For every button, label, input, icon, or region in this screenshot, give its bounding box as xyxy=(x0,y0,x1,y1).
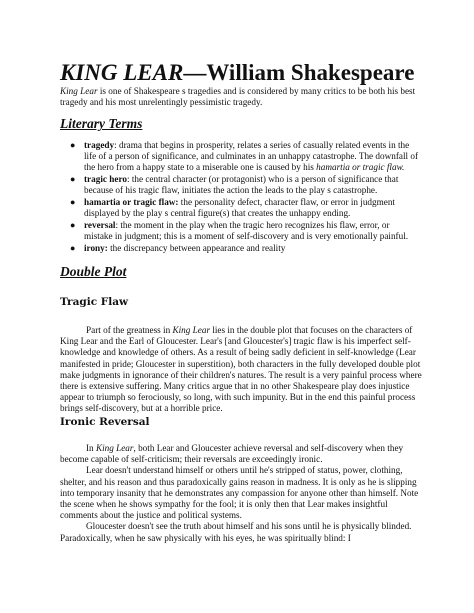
intro-work: King Lear xyxy=(60,86,98,96)
bullet-icon: ● xyxy=(70,197,76,207)
term-separator: : xyxy=(126,174,132,184)
term-separator: : xyxy=(114,140,119,150)
term-definition: the central character (or protagonist) who is a person of significance that because of his tragic flaw, initiates the action the leads to the play s catastrophe. xyxy=(84,174,399,195)
term-definition: the discrepancy between appearance and reality xyxy=(110,243,286,253)
list-item xyxy=(70,197,420,219)
list-item xyxy=(70,140,420,173)
literary-terms-heading: Literary Terms xyxy=(60,116,143,131)
term-separator: : xyxy=(115,220,121,230)
tragic-flaw-paragraph xyxy=(60,325,422,415)
text-run: Part of the greatness in xyxy=(86,325,173,335)
work-title: King Lear xyxy=(172,325,211,335)
intro-text: is one of Shakespeare s tragedies and is considered by many critics to be both his best tragedy and his most unrelentingly pessimistic tragedy. xyxy=(60,86,416,107)
tragic-flaw-heading: Tragic Flaw xyxy=(60,296,129,308)
term-label: hamartia or tragic flaw: xyxy=(84,197,179,207)
work-title: King Lear xyxy=(95,443,134,453)
double-plot-heading: Double Plot xyxy=(60,264,127,279)
title-work: KING LEAR xyxy=(60,60,184,85)
term-label: irony: xyxy=(84,243,108,253)
term-label: reversal xyxy=(84,220,116,230)
term-definition: drama that begins in prosperity, relates a series of casually related events in the life of a person of significance, and culminates in an unhappy catastrophe. The downfall of the hero from a happy state to a miserable one is caused by his xyxy=(84,140,419,172)
paragraph-gloucester: Gloucester doesn't see the truth about himself and his sons until he is physically blinded. Paradoxically, when he saw physically with his eyes, he was spiritually blind: I xyxy=(60,521,412,543)
text-run: In xyxy=(86,443,96,453)
list-item xyxy=(70,243,420,254)
text-run: , both Lear and Gloucester achieve reversal and self-discovery when they become capable of self-criticism; their reversals are exceedingly ironic. xyxy=(60,443,404,465)
list-item xyxy=(70,174,420,196)
bullet-icon: ● xyxy=(70,220,76,230)
title-author: William Shakespeare xyxy=(206,60,415,85)
bullet-icon: ● xyxy=(70,243,76,253)
page-title xyxy=(60,60,414,86)
term-definition-italic: hamartia or tragic flaw. xyxy=(316,162,405,172)
term-label: tragic hero xyxy=(84,174,127,184)
bullet-icon: ● xyxy=(70,140,76,150)
text-run: lies in the double plot that focuses on the characters of King Lear and the Earl of Gloucester. Lear's [and Gloucester's] tragic flaw is his imperfect self-knowledge and knowledge of others. As a result of being sadly deficient in self-knowledge (Lear manifested in pride; Gloucester in superstition), both characters in the fully developed double plot make judgments in ignorance of their children's natures. The result is a very painful process where there is extensive suffering. Many critics argue that in no other Shakespeare play does injustice appear to triumph so ferociously, so long, with such impunity. But in the end this painful process brings self-discovery, but at a horrible price. xyxy=(60,325,422,414)
title-dash: — xyxy=(183,60,207,85)
list-item xyxy=(70,220,420,242)
ironic-reversal-heading: Ironic Reversal xyxy=(60,416,150,428)
intro-paragraph xyxy=(60,86,420,108)
bullet-icon: ● xyxy=(70,174,76,184)
literary-terms-list xyxy=(70,140,420,255)
ironic-reversal-paragraphs xyxy=(60,443,422,544)
term-definition: the moment in the play when the tragic hero recognizes his flaw, error, or mistake in judgment; this is a moment of self-discovery and is very emotionally painful. xyxy=(84,220,409,241)
paragraph-lear: Lear doesn't understand himself or others until he's stripped of status, power, clothing, shelter, and his reason and thus paradoxically gains reason in madness. It is only as he is slipping into temporary insanity that he demonstrates any compassion for anyone other than himself. Note the scene when he shows sympathy for the fool; it is only then that Lear makes insightful comments about the justice and political systems. xyxy=(60,465,419,521)
term-label: tragedy xyxy=(84,140,115,150)
term-definition: the personality defect, character flaw, or error in judgment displayed by the play s central figure(s) that creates the unhappy ending. xyxy=(84,197,395,218)
